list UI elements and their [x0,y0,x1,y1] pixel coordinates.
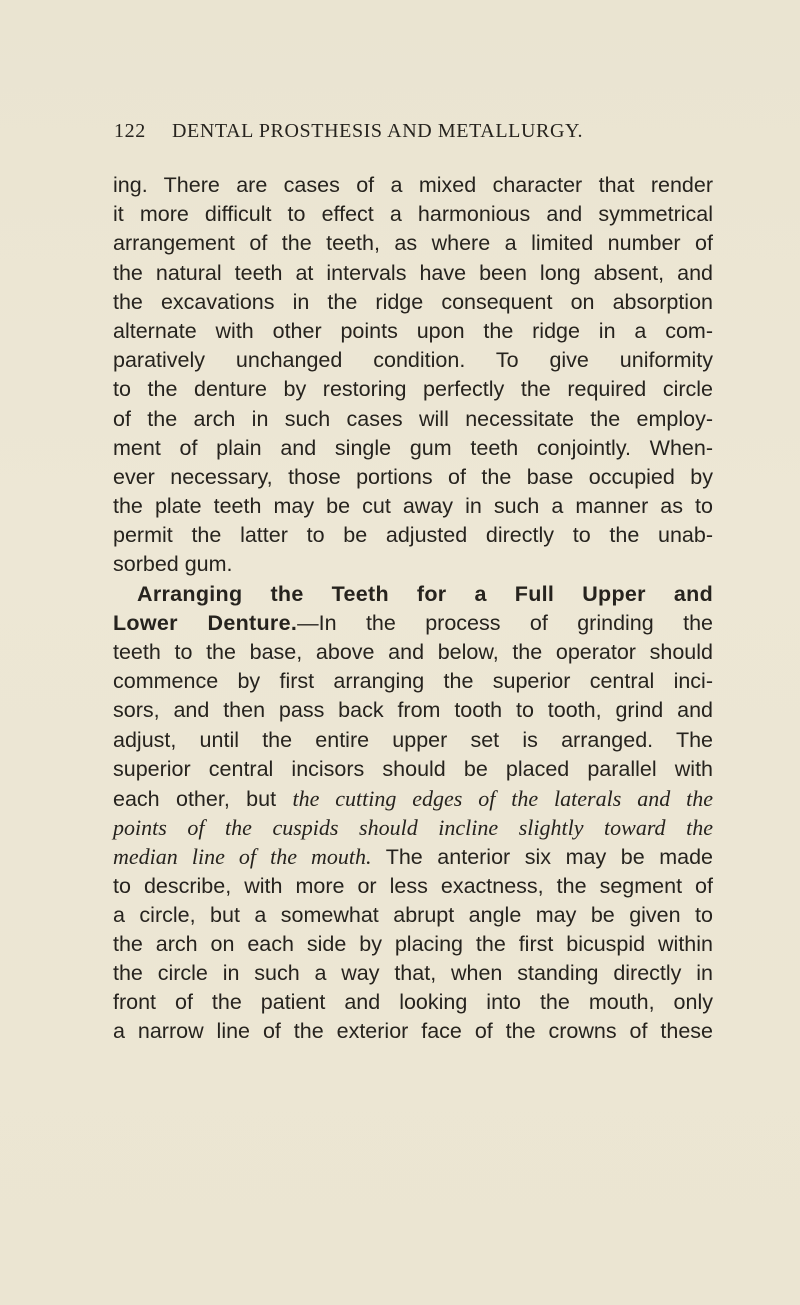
text-line: ever necessary, those portions of the base occupied by [113,464,713,489]
page-number: 122 [114,120,146,142]
italic-segment: the cutting edges of the laterals and the [292,785,713,811]
text-segment: —In the process of grinding the [297,610,713,635]
text-line: a narrow line of the exterior face of the crowns of these [113,1019,713,1044]
text-line: superior central incisors should be placed parallel with [113,756,713,781]
text-line: the circle in such a way that, when standing directly in [113,961,713,986]
text-segment: each other, but [113,786,293,811]
text-line [113,609,713,638]
text-line: of the arch in such cases will necessitate the employ- [113,406,713,431]
text-line [113,842,713,871]
text-line [113,784,713,813]
text-segment: The anterior six may be made [371,845,713,870]
section-heading-continued: Lower Denture. [113,610,298,635]
text-line: ing. There are cases of a mixed character that render [113,173,713,197]
text-line: arrangement of the teeth, as where a limited number of [113,231,713,256]
text-line: the natural teeth at intervals have been long absent, and [113,260,713,285]
text-line: to the denture by restoring perfectly the required circle [113,377,713,402]
text-line: commence by first arranging the superior central inci- [113,669,713,694]
text-line: a circle, but a somewhat abrupt angle may be given to [113,902,713,927]
text-line: it more difficult to effect a harmonious and symmetrical [113,202,713,227]
text-line: sorbed gum. [113,552,233,577]
page-header [100,120,740,146]
text-line: adjust, until the entire upper set is arranged. The [113,727,713,752]
text-line: paratively unchanged condition. To give uniformity [113,348,713,373]
text-line: front of the patient and looking into the mouth, only [113,990,713,1015]
section-heading: Arranging the Teeth for a Full Upper and [137,581,713,606]
text-line: teeth to the base, above and below, the operator should [113,640,713,664]
text-line: the plate teeth may be cut away in such a manner as to [113,494,713,519]
text-line: the arch on each side by placing the first bicuspid within [113,931,713,956]
text-line: alternate with other points upon the ridge in a com- [113,318,713,343]
text-line: ment of plain and single gum teeth conjointly. When- [113,435,713,460]
text-line: sors, and then pass back from tooth to tooth, grind and [113,698,713,723]
text-line: the excavations in the ridge consequent on absorption [113,289,713,314]
text-line: permit the latter to be adjusted directly to the unab- [113,523,713,548]
running-title: DENTAL PROSTHESIS AND METALLURGY. [172,120,584,142]
body-text [113,171,713,1047]
text-line: to describe, with more or less exactness, the segment of [113,873,713,898]
italic-line: points of the cuspids should incline slightly toward the [113,815,713,841]
italic-segment: median line of the mouth. [113,844,372,870]
